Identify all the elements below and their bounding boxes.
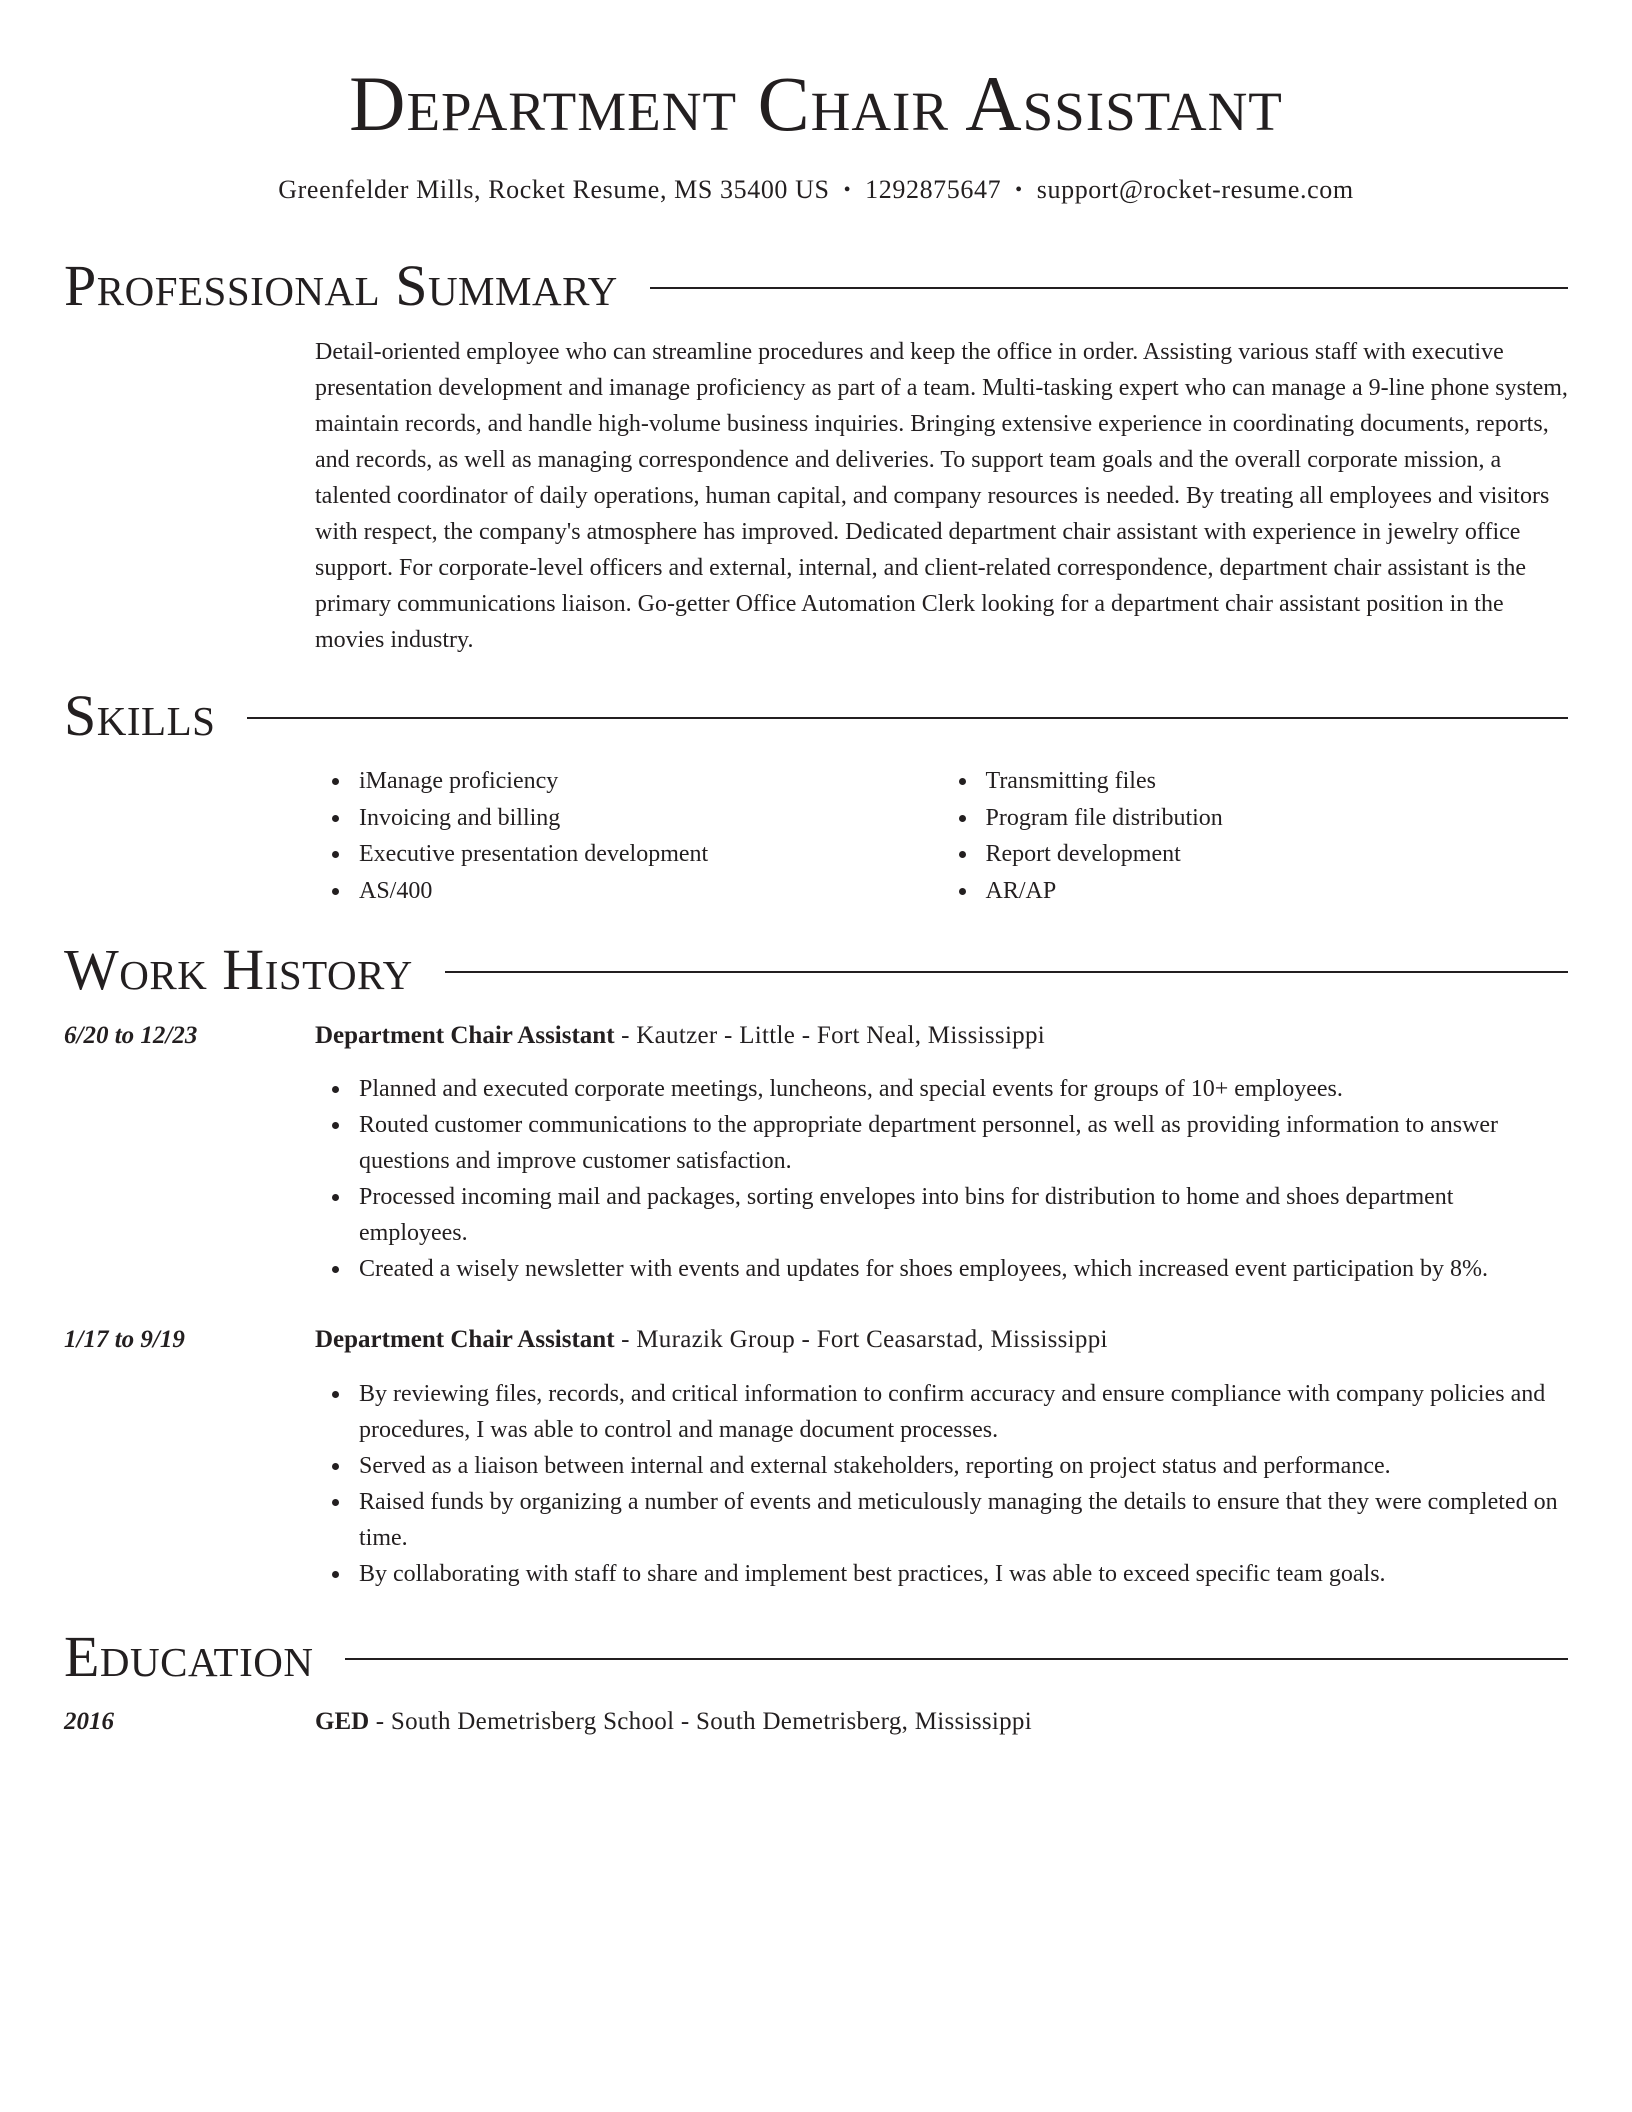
summary-text: Detail-oriented employee who can streamline procedures and keep the office in order. Assisting various staff with executive presentation development and imanage proficiency as part of a team. Multi-tasking expert who can manage a 9-line phone system, maintain records, and handle high-volume business inquiries. Bringing extensive experience in coordinating documents, reports, and records, as well as managing correspondence and deliveries. To support team goals and the overall corporate mission, a talented coordinator of daily operations, human capital, and company resources is needed. By treating all employees and visitors with respect, the company's atmosphere has improved. Dedicated department chair assistant with experience in jewelry office support. For corporate-level officers and external, internal, and client-related correspondence, department chair assistant is the primary communications liaison. Go-getter Office Automation Clerk looking for a department chair assistant position in the movies industry. <box>315 339 1568 653</box>
job-bullet: By collaborating with staff to share and implement best practices, I was able to exceed specific team goals. <box>359 1556 1568 1592</box>
work-section-header <box>64 936 1568 1004</box>
job-bullet: Routed customer communications to the appropriate department personnel, as well as providing information to answer questions and improve customer satisfaction. <box>359 1107 1568 1179</box>
work-title: Work History <box>64 937 413 1002</box>
job-role: Department Chair Assistant <box>315 1326 615 1353</box>
contact-line <box>64 172 1568 208</box>
address: Greenfelder Mills, Rocket Resume, MS 35400 US <box>278 175 830 204</box>
education-details: - South Demetrisberg School - South Demetrisberg, Mississippi <box>369 1708 1032 1735</box>
skills-title: Skills <box>64 683 216 748</box>
job-bullet: Served as a liaison between internal and external stakeholders, reporting on project status and performance. <box>359 1448 1568 1484</box>
education-title: Education <box>64 1624 314 1689</box>
summary-title: Professional Summary <box>64 253 618 318</box>
job-bullet: Created a wisely newsletter with events and updates for shoes employees, which increased event participation by 8%. <box>359 1251 1568 1287</box>
skill-item: Executive presentation development <box>359 836 942 873</box>
job-bullet: By reviewing files, records, and critical information to confirm accuracy and ensure compliance with company policies and procedures, I was able to control and manage document processes. <box>359 1376 1568 1448</box>
education-entry <box>315 1704 1568 1740</box>
skills-section-header <box>64 682 1568 750</box>
job-bullet: Raised funds by organizing a number of events and meticulously managing the details to ensure that they were completed on time. <box>359 1484 1568 1556</box>
education-year: 2016 <box>64 1708 114 1735</box>
job-dates: 1/17 to 9/19 <box>64 1326 185 1353</box>
summary-section-header <box>64 252 1568 320</box>
skill-item: iManage proficiency <box>359 763 942 800</box>
job-bullets <box>315 1376 1568 1592</box>
skill-item: Invoicing and billing <box>359 800 942 837</box>
job-role: Department Chair Assistant <box>315 1022 615 1049</box>
section-divider <box>445 971 1568 973</box>
candidate-name: Department Chair Assistant <box>349 60 1283 147</box>
skills-column-right <box>942 763 1569 909</box>
skill-item: AS/400 <box>359 873 942 910</box>
job-bullet: Processed incoming mail and packages, sorting envelopes into bins for distribution to home and shoes department employees. <box>359 1179 1568 1251</box>
job-bullet: Planned and executed corporate meetings, luncheons, and special events for groups of 10+ employees. <box>359 1071 1568 1107</box>
skills-list <box>315 763 1568 909</box>
summary-body <box>315 334 1568 658</box>
skill-item: Transmitting files <box>986 763 1569 800</box>
job-header <box>315 1322 1568 1358</box>
section-divider <box>345 1658 1568 1660</box>
skills-column-left <box>315 763 942 909</box>
job-details: - Kautzer - Little - Fort Neal, Mississippi <box>614 1022 1046 1049</box>
email[interactable]: support@rocket-resume.com <box>1036 175 1354 204</box>
job-dates: 6/20 to 12/23 <box>64 1022 198 1049</box>
job-header <box>315 1018 1568 1054</box>
job-details: - Murazik Group - Fort Ceasarstad, Mississippi <box>614 1326 1108 1353</box>
phone: 1292875647 <box>865 175 1002 204</box>
skill-item: Program file distribution <box>986 800 1569 837</box>
job-bullets <box>315 1071 1568 1287</box>
separator-dot: • <box>1015 179 1023 201</box>
section-divider <box>247 717 1568 719</box>
skill-item: Report development <box>986 836 1569 873</box>
education-degree: GED <box>315 1708 370 1735</box>
education-section-header <box>64 1623 1568 1691</box>
section-divider <box>650 287 1568 289</box>
skill-item: AR/AP <box>986 873 1569 910</box>
separator-dot: • <box>843 179 852 201</box>
